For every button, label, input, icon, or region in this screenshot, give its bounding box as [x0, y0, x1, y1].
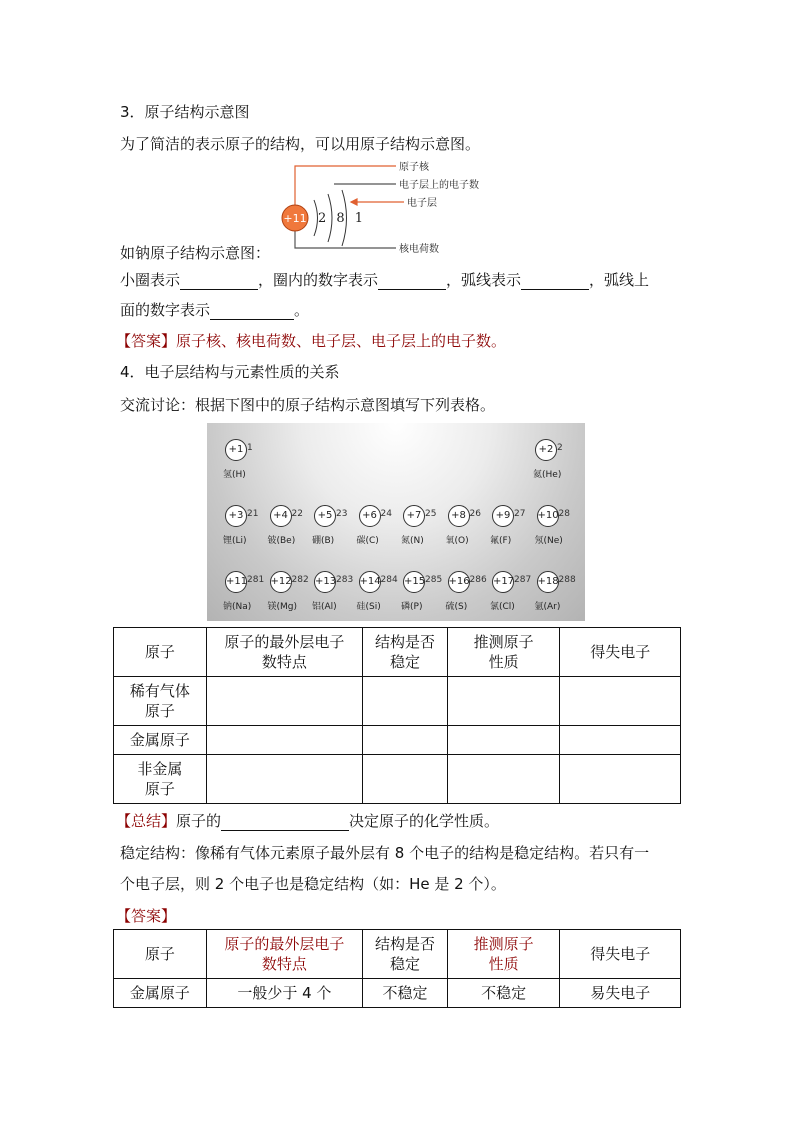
atom-nucleus: +4: [270, 505, 292, 527]
atom-nucleus: +1: [225, 439, 247, 461]
atom-nucleus: +14: [359, 571, 381, 593]
header-cell: 原子: [114, 628, 207, 677]
atom-nucleus: +8: [448, 505, 470, 527]
electron-counts: 2 8 1: [318, 211, 367, 226]
label-charge: 核电荷数: [399, 244, 439, 255]
summary-blank[interactable]: [221, 814, 349, 831]
atom-nucleus: +9: [492, 505, 514, 527]
header-cell: 原子: [114, 930, 207, 979]
atom-electrons: 284: [380, 575, 398, 585]
atom-electrons: 23: [336, 509, 348, 519]
table-cell[interactable]: [447, 755, 560, 804]
header-cell: 原子的最外层电子 数特点: [206, 628, 362, 677]
blank-1[interactable]: [180, 273, 258, 290]
atom-diagram: [223, 437, 275, 485]
q-part5: 面的数字表示: [120, 301, 211, 319]
atom-nucleus: +17: [492, 571, 514, 593]
answer-table: [113, 929, 681, 1008]
atom-name: 铍(Be): [267, 536, 296, 546]
header-cell: 推测原子 性质: [447, 930, 560, 979]
row-label: 非金属 原子: [114, 755, 207, 804]
atom-name: 氦(He): [533, 470, 562, 480]
atom-name: 氮(N): [401, 536, 424, 546]
section4-heading: 4．电子层结构与元素性质的关系: [120, 363, 340, 381]
atom-name: 氧(O): [445, 536, 469, 546]
summary-part2: 决定原子的化学性质。: [349, 812, 500, 830]
atom-electrons: 288: [558, 575, 576, 585]
atom-name: 氩(Ar): [534, 602, 561, 612]
table-row: [114, 677, 681, 726]
atom-name: 氟(F): [490, 536, 512, 546]
q-part1: 小圈表示: [120, 271, 181, 289]
atom-electrons: 25: [425, 509, 437, 519]
table-cell: 不稳定: [363, 979, 448, 1008]
atom-electrons: 281: [247, 575, 265, 585]
atom-electrons: 287: [514, 575, 532, 585]
stable-line-2: 个电子层，则 2 个电子也是稳定结构（如：He 是 2 个）。: [120, 875, 506, 893]
atom-electrons: 21: [247, 509, 259, 519]
summary-line: [116, 811, 499, 831]
atom-electrons: 28: [558, 509, 570, 519]
answer-tag-2: 【答案】: [116, 907, 177, 925]
atom-nucleus: +18: [537, 571, 559, 593]
row-label: 金属原子: [114, 726, 207, 755]
answer-text: 原子核、核电荷数、电子层、电子层上的电子数。: [176, 332, 507, 350]
section3-intro: 为了简洁的表示原子的结构，可以用原子结构示意图。: [120, 135, 481, 153]
table-cell[interactable]: [447, 726, 560, 755]
table-header-row: [114, 930, 681, 979]
atom-name: 铝(Al): [312, 602, 337, 612]
atom-electrons: 22: [291, 509, 303, 519]
atom-name: 镁(Mg): [267, 602, 298, 612]
blank-2[interactable]: [378, 273, 446, 290]
atom-diagram: [535, 569, 587, 617]
atom-nucleus: +5: [314, 505, 336, 527]
stable-line-1: 稳定结构：像稀有气体元素原子最外层有 8 个电子的结构是稳定结构。若只有一: [120, 844, 650, 862]
atom-nucleus: +16: [448, 571, 470, 593]
nucleus-label: +11: [283, 212, 307, 225]
atom-nucleus: +12: [270, 571, 292, 593]
table-cell[interactable]: [560, 726, 681, 755]
blank-3[interactable]: [521, 273, 589, 290]
summary-tag: 【总结】: [116, 812, 177, 830]
sodium-example-text: 如钠原子结构示意图：: [120, 244, 271, 262]
label-layer-count: 电子层上的电子数: [399, 180, 479, 191]
header-cell: 推测原子 性质: [447, 628, 560, 677]
q-part2: ，圈内的数字表示: [258, 271, 379, 289]
atom-name: 硼(B): [312, 536, 335, 546]
atom-nucleus: +6: [359, 505, 381, 527]
atom-nucleus: +13: [314, 571, 336, 593]
table-cell[interactable]: [206, 755, 362, 804]
question-line-2: [120, 300, 309, 320]
label-layer: 电子层: [407, 198, 437, 209]
q-part4: ，弧线上: [589, 271, 650, 289]
table-cell[interactable]: [363, 677, 448, 726]
header-cell: 得失电子: [560, 628, 681, 677]
table-cell[interactable]: [447, 677, 560, 726]
header-cell: 原子的最外层电子 数特点: [206, 930, 362, 979]
row-label: 稀有气体 原子: [114, 677, 207, 726]
atom-name: 硅(Si): [356, 602, 381, 612]
atom-name: 氖(Ne): [534, 536, 563, 546]
atom-nucleus: +2: [535, 439, 557, 461]
answer-tag: 【答案】: [116, 332, 177, 350]
table-cell[interactable]: [363, 755, 448, 804]
pointer-lines: [295, 166, 404, 248]
table-row: [114, 726, 681, 755]
table-row: [114, 755, 681, 804]
atom-nucleus: +10: [537, 505, 559, 527]
label-nucleus: 原子核: [399, 162, 429, 173]
table-cell[interactable]: [363, 726, 448, 755]
q-part6: 。: [294, 301, 310, 319]
table-cell[interactable]: [206, 677, 362, 726]
question-line-1: [120, 270, 649, 290]
atom-name: 磷(P): [401, 602, 423, 612]
atom-name: 氢(H): [223, 470, 246, 480]
atom-electrons: 286: [469, 575, 487, 585]
atom-electrons: 1: [247, 443, 253, 453]
atom-electrons: 283: [336, 575, 354, 585]
atom-name: 碳(C): [356, 536, 379, 546]
header-cell: 结构是否 稳定: [363, 930, 448, 979]
atom-electrons: 27: [514, 509, 526, 519]
atom-nucleus: +11: [225, 571, 247, 593]
sodium-structure-diagram: [278, 160, 498, 255]
table-cell: 易失电子: [560, 979, 681, 1008]
answer-line-1: [116, 331, 506, 351]
table-cell[interactable]: [560, 677, 681, 726]
atom-electrons: 2: [557, 443, 563, 453]
table-cell: 一般少于 4 个: [206, 979, 362, 1008]
property-table: [113, 627, 681, 804]
atom-name: 硫(S): [445, 602, 468, 612]
atom-nucleus: +7: [403, 505, 425, 527]
section4-intro: 交流讨论：根据下图中的原子结构示意图填写下列表格。: [120, 396, 496, 414]
atom-name: 锂(Li): [223, 536, 247, 546]
header-cell: 结构是否 稳定: [363, 628, 448, 677]
table-row: [114, 979, 681, 1008]
atom-structure-chart: [207, 423, 585, 621]
section3-heading: 3．原子结构示意图: [120, 103, 250, 121]
summary-part1: 原子的: [176, 812, 222, 830]
atom-electrons: 282: [291, 575, 309, 585]
row-label: 金属原子: [114, 979, 207, 1008]
atom-name: 氯(Cl): [490, 602, 515, 612]
table-cell[interactable]: [206, 726, 362, 755]
atom-nucleus: +3: [225, 505, 247, 527]
atom-diagram: [535, 503, 587, 551]
atom-nucleus: +15: [403, 571, 425, 593]
q-part3: ，弧线表示: [446, 271, 522, 289]
atom-diagram: [533, 437, 585, 485]
table-cell[interactable]: [560, 755, 681, 804]
atom-name: 钠(Na): [223, 602, 252, 612]
table-header-row: [114, 628, 681, 677]
table-cell: 不稳定: [447, 979, 560, 1008]
header-cell: 得失电子: [560, 930, 681, 979]
atom-electrons: 24: [380, 509, 392, 519]
atom-electrons: 285: [425, 575, 443, 585]
blank-4[interactable]: [210, 303, 294, 320]
atom-electrons: 26: [469, 509, 481, 519]
